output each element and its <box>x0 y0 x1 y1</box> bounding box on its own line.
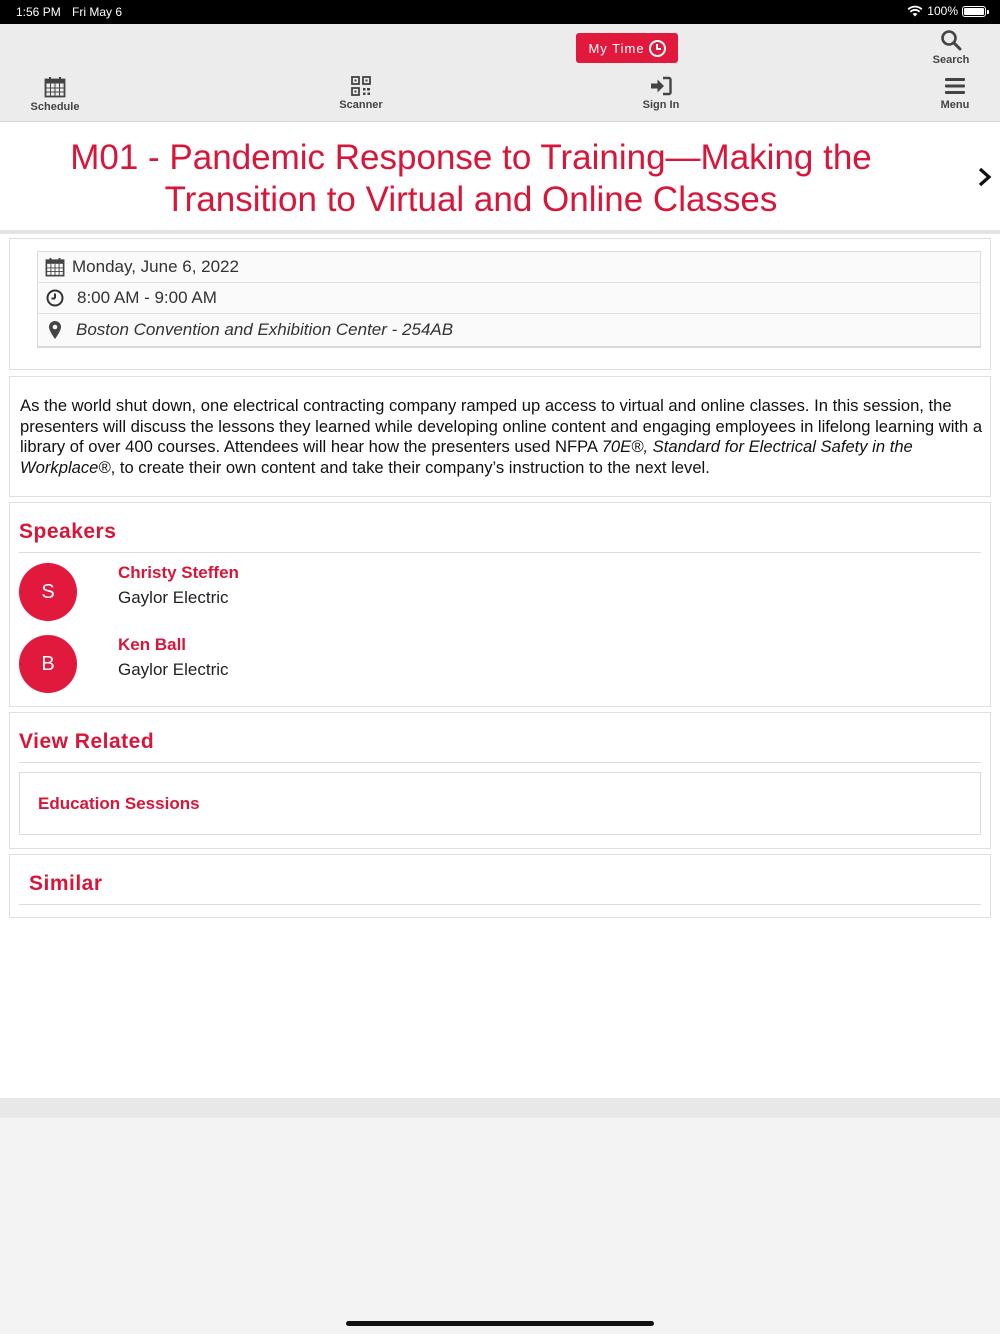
description-part-1: As the world shut down, one electrical contracting company ramped up access to virtual and online classes. In this session, the presenters will discuss the lessons they learned while developing online content and engaging employees in lifelong learning with a library of over 400 courses. Attendees will hear how the presenters used NFPA <box>20 396 983 457</box>
session-location-row[interactable] <box>38 314 980 346</box>
schedule-label: Schedule <box>30 101 80 113</box>
sign-in-button[interactable] <box>631 76 691 111</box>
search-label: Search <box>932 54 970 66</box>
speaker-name[interactable]: Ken Ball <box>118 635 187 654</box>
session-description-panel <box>9 376 991 497</box>
top-toolbar <box>0 24 1000 122</box>
speaker-item[interactable] <box>19 635 919 695</box>
status-bar <box>0 0 1000 24</box>
session-date-row <box>38 252 980 283</box>
session-info-box <box>37 251 981 348</box>
status-date: Fri May 6 <box>72 5 123 19</box>
scanner-label: Scanner <box>339 99 383 111</box>
my-time-button[interactable] <box>576 33 678 63</box>
my-time-label: My Time <box>588 40 645 56</box>
description-part-2: , to create their own content and take their company’s instruction to the next level. <box>110 458 710 478</box>
search-button[interactable] <box>926 29 976 66</box>
calendar-icon <box>44 76 66 98</box>
session-time-row <box>38 283 980 314</box>
speaker-organization: Gaylor Electric <box>118 660 229 679</box>
similar-heading: Similar <box>29 872 103 895</box>
wifi-icon <box>907 5 923 17</box>
menu-label: Menu <box>940 99 970 111</box>
battery-icon <box>962 6 986 17</box>
clock-icon <box>649 40 666 57</box>
sign-in-icon <box>650 76 672 96</box>
map-pin-icon <box>48 320 62 340</box>
status-right <box>907 4 986 18</box>
qr-code-icon <box>351 76 371 96</box>
speaker-item[interactable] <box>19 563 919 623</box>
speakers-heading: Speakers <box>19 520 117 543</box>
session-location: Boston Convention and Exhibition Center - 254AB <box>76 320 454 339</box>
session-description <box>20 396 986 479</box>
session-time: 8:00 AM - 9:00 AM <box>77 288 217 307</box>
view-related-panel <box>9 712 991 849</box>
clock-icon <box>46 289 64 307</box>
session-title-bar <box>0 122 1000 234</box>
status-time: 1:56 PM <box>16 5 61 19</box>
chevron-right-icon[interactable] <box>974 166 996 188</box>
session-title: M01 - Pandemic Response to Training—Making the Transition to Virtual and Online Classes <box>70 138 872 219</box>
sign-in-label: Sign In <box>642 99 680 111</box>
scanner-button[interactable] <box>331 76 391 111</box>
speakers-divider <box>19 552 981 553</box>
view-related-divider <box>19 762 981 763</box>
education-sessions-link[interactable]: Education Sessions <box>38 794 200 813</box>
menu-button[interactable] <box>929 76 981 111</box>
session-date: Monday, June 6, 2022 <box>72 257 239 276</box>
hamburger-menu-icon <box>944 76 966 96</box>
session-info-panel <box>9 238 991 370</box>
description-italic: 70E®, Standard for Electrical Safety in the Workplace® <box>20 437 913 478</box>
related-item[interactable] <box>19 772 981 835</box>
schedule-button[interactable] <box>24 76 86 113</box>
bottom-area <box>0 1098 1000 1334</box>
battery-percent: 100% <box>927 4 958 18</box>
similar-divider <box>19 904 981 905</box>
home-indicator[interactable] <box>346 1321 654 1326</box>
similar-panel <box>9 854 991 918</box>
speaker-name[interactable]: Christy Steffen <box>118 563 239 582</box>
speakers-panel <box>9 502 991 707</box>
search-icon <box>940 29 962 51</box>
avatar: B <box>19 635 77 693</box>
avatar: S <box>19 563 77 621</box>
view-related-heading: View Related <box>19 730 155 753</box>
speaker-organization: Gaylor Electric <box>118 588 229 607</box>
calendar-icon <box>45 257 65 277</box>
